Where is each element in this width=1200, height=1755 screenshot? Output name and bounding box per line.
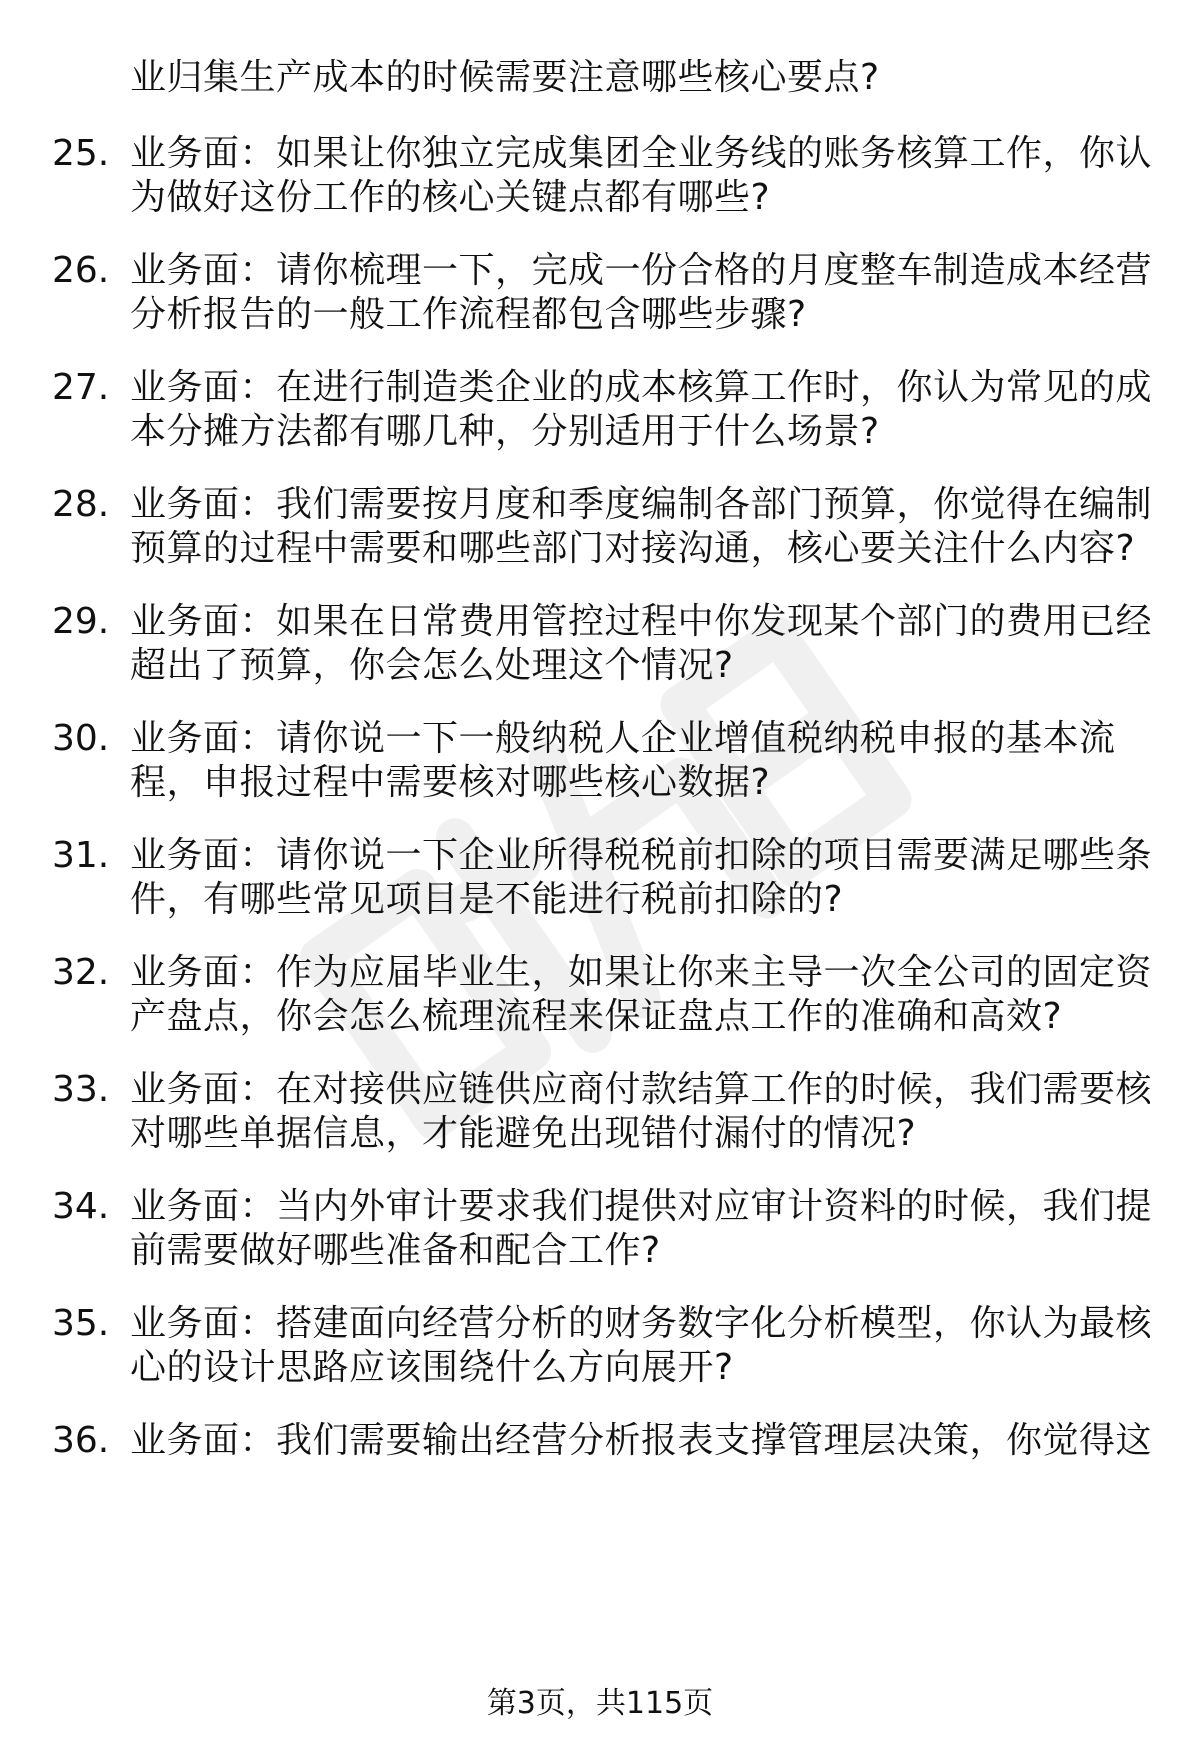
- question-line: 业务面：我们需要输出经营分析报表支撑管理层决策，你觉得这: [130, 1420, 1153, 1461]
- question-number: 34.: [52, 1186, 110, 1227]
- question-line: 业务面：请你梳理一下，完成一份合格的月度整车制造成本经营: [130, 250, 1153, 291]
- page-number-footer: 第3页，共115页: [486, 1686, 714, 1721]
- question-line: 业务面：请你说一下企业所得税税前扣除的项目需要满足哪些条: [130, 835, 1153, 876]
- question-line: 产盘点，你会怎么梳理流程来保证盘点工作的准确和高效?: [130, 996, 1063, 1037]
- question-line: 业务面：如果在日常费用管控过程中你发现某个部门的费用已经: [130, 601, 1153, 642]
- question-line: 预算的过程中需要和哪些部门对接沟通，核心要关注什么内容?: [130, 528, 1136, 569]
- question-line: 业务面：在对接供应链供应商付款结算工作的时候，我们需要核: [130, 1069, 1153, 1110]
- question-line: 前需要做好哪些准备和配合工作?: [130, 1230, 661, 1271]
- question-line: 业务面：在进行制造类企业的成本核算工作时，你认为常见的成: [130, 367, 1153, 408]
- question-number: 33.: [52, 1069, 110, 1110]
- question-line: 为做好这份工作的核心关键点都有哪些?: [130, 177, 771, 218]
- question-line: 分析报告的一般工作流程都包含哪些步骤?: [130, 294, 807, 335]
- question-number: 36.: [52, 1420, 110, 1461]
- question-number: 26.: [52, 250, 110, 291]
- question-line: 本分摊方法都有哪几种，分别适用于什么场景?: [130, 411, 880, 452]
- question-line: 业务面：作为应届毕业生，如果让你来主导一次全公司的固定资: [130, 952, 1153, 993]
- question-number: 30.: [52, 718, 110, 759]
- question-line: 业务面：如果让你独立完成集团全业务线的账务核算工作，你认: [130, 133, 1153, 174]
- question-number: 35.: [52, 1303, 110, 1344]
- question-line: 件，有哪些常见项目是不能进行税前扣除的?: [130, 879, 844, 920]
- question-line: 程，申报过程中需要核对哪些核心数据?: [130, 762, 771, 803]
- question-line: 业务面：当内外审计要求我们提供对应审计资料的时候，我们提: [130, 1186, 1153, 1227]
- question-line: 对哪些单据信息，才能避免出现错付漏付的情况?: [130, 1113, 917, 1154]
- question-number: 27.: [52, 367, 110, 408]
- question-number: 29.: [52, 601, 110, 642]
- intro-continuation-text: 业归集生产成本的时候需要注意哪些核心要点?: [130, 57, 880, 98]
- question-line: 心的设计思路应该围绕什么方向展开?: [130, 1347, 734, 1388]
- question-line: 业务面：请你说一下一般纳税人企业增值税纳税申报的基本流: [130, 718, 1116, 759]
- question-line: 超出了预算，你会怎么处理这个情况?: [130, 645, 734, 686]
- question-number: 32.: [52, 952, 110, 993]
- question-number: 28.: [52, 484, 110, 525]
- question-number: 31.: [52, 835, 110, 876]
- question-line: 业务面：搭建面向经营分析的财务数字化分析模型，你认为最核: [130, 1303, 1153, 1344]
- question-line: 业务面：我们需要按月度和季度编制各部门预算，你觉得在编制: [130, 484, 1153, 525]
- question-number: 25.: [52, 133, 110, 174]
